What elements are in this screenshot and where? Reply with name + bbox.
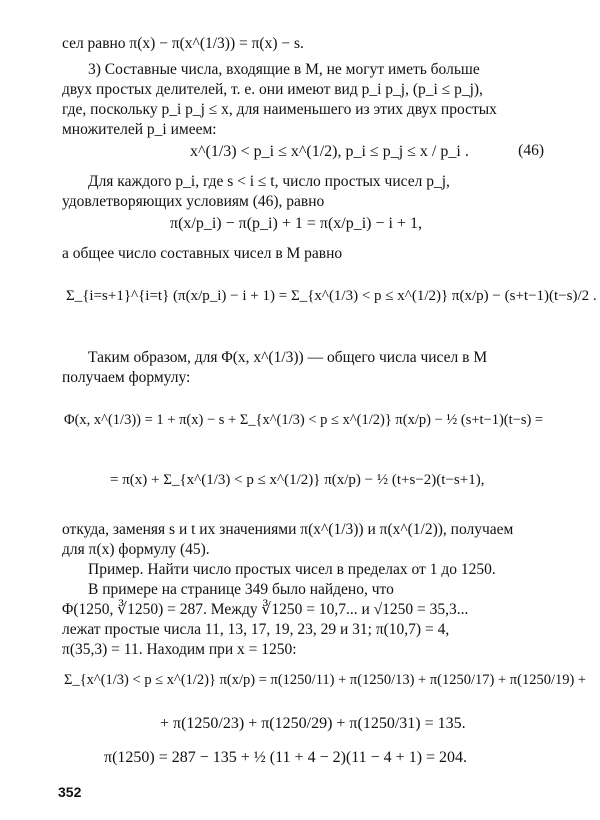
formula-example-2: + π(1250/23) + π(1250/29) + π(1250/31) = 135. — [160, 715, 466, 732]
text-line: откуда, заменяя s и t их значениями π(x^(1/3)) и π(x^(1/2)), получаем — [62, 521, 514, 538]
text-line: 3) Составные числа, входящие в M, не могут иметь больше — [88, 61, 480, 78]
equation-number: (46) — [518, 142, 544, 159]
formula-46: x^(1/3) < p_i ≤ x^(1/2), p_i ≤ p_j ≤ x / p_i . — [190, 143, 469, 160]
formula-example-1: Σ_{x^(1/3) < p ≤ x^(1/2)} π(x/p) = π(1250/11) + π(1250/13) + π(1250/17) + π(1250/19) + — [64, 672, 587, 688]
text-line: Пример. Найти число простых чисел в пределах от 1 до 1250. — [88, 561, 496, 578]
text-line: В примере на странице 349 было найдено, что — [88, 581, 394, 598]
text-line: где, поскольку p_i p_j ≤ x, для наименьшего из этих двух простых — [62, 101, 497, 118]
text-line: получаем формулу: — [62, 369, 191, 386]
text-line: Таким образом, для Φ(x, x^(1/3)) — общего числа чисел в M — [88, 349, 488, 366]
text-line: Для каждого p_i, где s < i ≤ t, число простых чисел p_j, — [88, 173, 450, 190]
formula-example-3: π(1250) = 287 − 135 + ½ (11 + 4 − 2)(11 − 4 + 1) = 204. — [104, 749, 468, 766]
text-line: а общее число составных чисел в M равно — [62, 245, 343, 262]
formula-phi-1: Φ(x, x^(1/3)) = 1 + π(x) − s + Σ_{x^(1/3) < p ≤ x^(1/2)} π(x/p) − ½ (s+t−1)(t−s) = — [64, 412, 544, 428]
page-number: 352 — [58, 784, 82, 800]
text-line: множителей p_i имеем: — [62, 121, 217, 138]
text-line: для π(x) формулу (45). — [62, 541, 210, 558]
text-line: сел равно π(x) − π(x^(1/3)) = π(x) − s. — [62, 35, 304, 52]
text-line: удовлетворяющих условиям (46), равно — [62, 193, 325, 210]
formula-count: π(x/p_i) − π(p_i) + 1 = π(x/p_i) − i + 1, — [170, 215, 422, 232]
text-line: π(35,3) = 11. Находим при x = 1250: — [62, 641, 297, 658]
text-line: лежат простые числа 11, 13, 17, 19, 23, 29 и 31; π(10,7) = 4, — [62, 621, 450, 638]
formula-sum: Σ_{i=s+1}^{i=t} (π(x/p_i) − i + 1) = Σ_{x^(1/3) < p ≤ x^(1/2)} π(x/p) − (s+t−1)(t−s)/2 . — [66, 288, 597, 304]
text-line: двух простых делителей, т. е. они имеют вид p_i p_j, (p_i ≤ p_j), — [62, 81, 483, 98]
formula-phi-2: = π(x) + Σ_{x^(1/3) < p ≤ x^(1/2)} π(x/p) − ½ (t+s−2)(t−s+1), — [110, 472, 485, 488]
text-line: Φ(1250, ∛1250) = 287. Между ∛1250 = 10,7... и √1250 = 35,3... — [62, 601, 469, 618]
